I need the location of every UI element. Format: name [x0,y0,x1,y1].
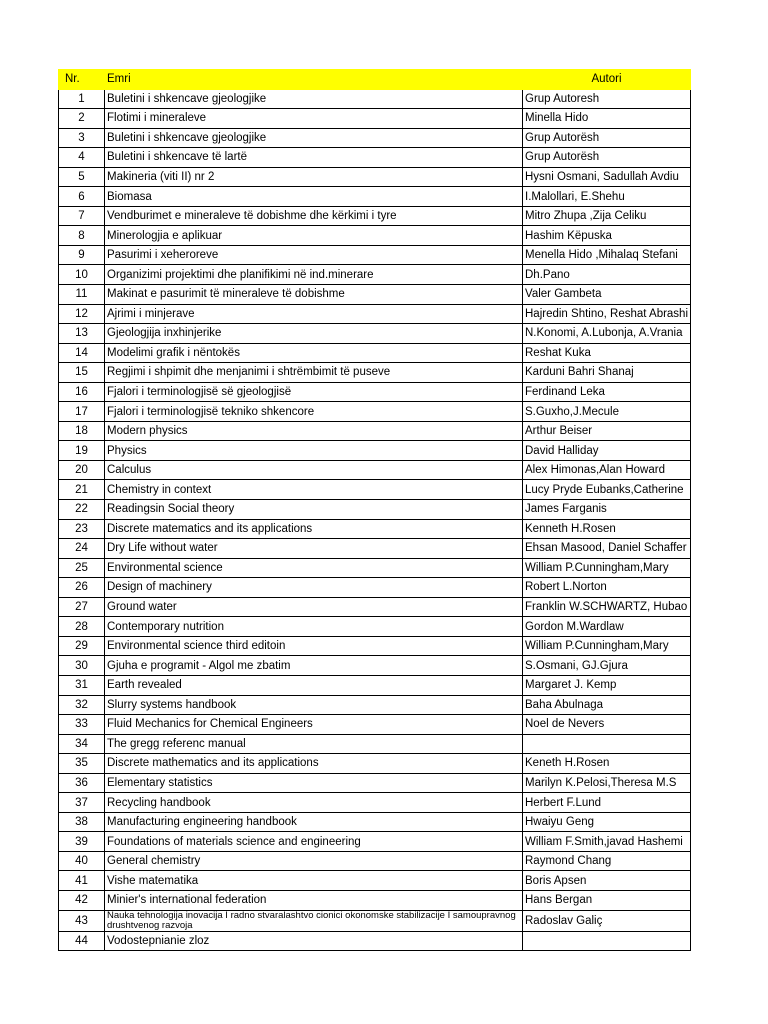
cell-autori[interactable]: Hans Bergan [523,890,691,910]
cell-autori[interactable]: Dh.Pano [523,265,691,285]
header-autori[interactable]: Autori [523,70,691,90]
cell-emri[interactable]: Slurry systems handbook [105,695,523,715]
cell-nr[interactable]: 42 [59,890,105,910]
table-row [59,931,691,951]
cell-autori[interactable]: Herbert F.Lund [523,793,691,813]
cell-autori[interactable]: I.Malollari, E.Shehu [523,187,691,207]
table-row [59,343,691,363]
table-row [59,539,691,559]
cell-nr[interactable]: 16 [59,382,105,402]
table-row [59,578,691,598]
cell-nr[interactable]: 4 [59,148,105,168]
cell-autori[interactable]: Hajredin Shtino, Reshat Abrashi [523,304,691,324]
cell-emri[interactable]: Calculus [105,460,523,480]
table-row [59,519,691,539]
table-row [59,754,691,774]
cell-nr[interactable]: 26 [59,578,105,598]
cell-nr[interactable]: 20 [59,460,105,480]
cell-emri[interactable]: Discrete matematics and its applications [105,519,523,539]
cell-autori[interactable]: Ehsan Masood, Daniel Schaffer [523,539,691,559]
cell-autori[interactable]: Hashim Këpuska [523,226,691,246]
table-row [59,734,691,754]
cell-nr[interactable]: 5 [59,167,105,187]
cell-emri[interactable]: Ajrimi i minjerave [105,304,523,324]
cell-autori[interactable]: Hwaiyu Geng [523,812,691,832]
cell-nr[interactable]: 18 [59,421,105,441]
cell-autori[interactable]: Karduni Bahri Shanaj [523,363,691,383]
cell-autori[interactable]: Boris Apsen [523,871,691,891]
table-row [59,382,691,402]
cell-emri[interactable]: Buletini i shkencave gjeologjike [105,128,523,148]
cell-nr[interactable]: 13 [59,324,105,344]
table-row [59,656,691,676]
table-row [59,460,691,480]
cell-autori[interactable]: Kenneth H.Rosen [523,519,691,539]
cell-nr[interactable]: 30 [59,656,105,676]
cell-autori[interactable]: Margaret J. Kemp [523,675,691,695]
cell-emri[interactable]: Environmental science third editoin [105,636,523,656]
table-row [59,597,691,617]
table-row [59,636,691,656]
cell-emri[interactable]: Pasurimi i xeheroreve [105,245,523,265]
table-row [59,500,691,520]
cell-autori[interactable]: Gordon M.Wardlaw [523,617,691,637]
cell-nr[interactable]: 24 [59,539,105,559]
cell-autori[interactable]: Minella Hido [523,109,691,129]
cell-nr[interactable]: 2 [59,109,105,129]
cell-autori[interactable]: Ferdinand Leka [523,382,691,402]
table-row [59,128,691,148]
cell-autori[interactable]: Valer Gambeta [523,285,691,305]
cell-nr[interactable]: 12 [59,304,105,324]
table-row [59,910,691,931]
cell-autori[interactable]: Radoslav Galiç [523,910,691,931]
cell-emri[interactable]: Minier's international federation [105,890,523,910]
cell-autori[interactable]: Franklin W.SCHWARTZ, Hubao [523,597,691,617]
cell-autori[interactable]: Robert L.Norton [523,578,691,598]
cell-nr[interactable]: 43 [59,910,105,931]
cell-nr[interactable]: 6 [59,187,105,207]
cell-autori[interactable]: Menella Hido ,Mihalaq Stefani [523,245,691,265]
cell-emri[interactable]: Manufacturing engineering handbook [105,812,523,832]
cell-emri[interactable]: The gregg referenc manual [105,734,523,754]
cell-emri[interactable]: Minerologjia e aplikuar [105,226,523,246]
cell-autori[interactable]: Lucy Pryde Eubanks,Catherine [523,480,691,500]
cell-nr[interactable]: 3 [59,128,105,148]
table-row [59,363,691,383]
cell-autori[interactable]: S.Osmani, GJ.Gjura [523,656,691,676]
cell-autori[interactable] [523,734,691,754]
table-row [59,285,691,305]
cell-nr[interactable]: 31 [59,675,105,695]
table-row [59,324,691,344]
cell-autori[interactable]: David Halliday [523,441,691,461]
cell-autori[interactable]: William P.Cunningham,Mary [523,558,691,578]
table-row [59,773,691,793]
cell-autori[interactable]: Noel de Nevers [523,715,691,735]
table-row [59,793,691,813]
cell-emri[interactable]: Buletini i shkencave të lartë [105,148,523,168]
cell-autori[interactable]: Mitro Zhupa ,Zija Celiku [523,206,691,226]
table-row [59,812,691,832]
cell-autori[interactable]: William P.Cunningham,Mary [523,636,691,656]
cell-emri[interactable]: Chemistry in context [105,480,523,500]
cell-autori[interactable]: Grup Autorësh [523,128,691,148]
table-row [59,851,691,871]
table-row [59,89,691,109]
cell-emri[interactable]: Contemporary nutrition [105,617,523,637]
cell-nr[interactable]: 35 [59,754,105,774]
cell-nr[interactable]: 15 [59,363,105,383]
spreadsheet-table [58,69,691,951]
cell-autori[interactable]: Reshat Kuka [523,343,691,363]
cell-nr[interactable]: 39 [59,832,105,852]
cell-autori[interactable]: Keneth H.Rosen [523,754,691,774]
cell-emri[interactable]: Earth revealed [105,675,523,695]
cell-nr[interactable]: 21 [59,480,105,500]
cell-emri[interactable]: Makineria (viti II) nr 2 [105,167,523,187]
table-row [59,167,691,187]
cell-nr[interactable]: 1 [59,89,105,109]
table-row [59,421,691,441]
cell-nr[interactable]: 17 [59,402,105,422]
cell-nr[interactable]: 22 [59,500,105,520]
cell-nr[interactable]: 7 [59,206,105,226]
cell-nr[interactable]: 11 [59,285,105,305]
cell-autori[interactable]: Grup Autoresh [523,89,691,109]
cell-nr[interactable]: 23 [59,519,105,539]
table-row [59,832,691,852]
cell-emri[interactable]: Recycling handbook [105,793,523,813]
cell-emri[interactable]: Organizimi projektimi dhe planifikimi në ind.minerare [105,265,523,285]
cell-autori[interactable]: S.Guxho,J.Mecule [523,402,691,422]
cell-emri[interactable]: Modelimi grafik i nëntokës [105,343,523,363]
cell-emri[interactable]: Fjalori i terminologjisë tekniko shkencore [105,402,523,422]
table-row [59,558,691,578]
cell-autori[interactable]: James Farganis [523,500,691,520]
table-row [59,265,691,285]
cell-emri[interactable]: Readingsin Social theory [105,500,523,520]
table-row [59,715,691,735]
cell-emri[interactable]: Biomasa [105,187,523,207]
cell-emri[interactable]: Dry Life without water [105,539,523,559]
cell-emri[interactable]: Design of machinery [105,578,523,598]
cell-emri[interactable]: Makinat e pasurimit të mineraleve të dobishme [105,285,523,305]
table-row [59,245,691,265]
cell-nr[interactable]: 41 [59,871,105,891]
cell-emri[interactable]: Buletini i shkencave gjeologjike [105,89,523,109]
cell-emri[interactable]: Elementary statistics [105,773,523,793]
cell-autori[interactable]: N.Konomi, A.Lubonja, A.Vrania [523,324,691,344]
cell-nr[interactable]: 8 [59,226,105,246]
table-row [59,206,691,226]
cell-emri[interactable]: Vendburimet e mineraleve të dobishme dhe kërkimi i tyre [105,206,523,226]
cell-emri[interactable]: Regjimi i shpimit dhe menjanimi i shtrëmbimit të puseve [105,363,523,383]
cell-nr[interactable]: 9 [59,245,105,265]
cell-emri[interactable]: Gjuha e programit - Algol me zbatim [105,656,523,676]
cell-emri[interactable]: Fjalori i terminologjisë së gjeologjisë [105,382,523,402]
cell-emri[interactable]: Physics [105,441,523,461]
cell-emri[interactable]: Gjeologjija inxhinjerike [105,324,523,344]
cell-nr[interactable]: 33 [59,715,105,735]
table-row [59,441,691,461]
table-row [59,187,691,207]
cell-autori[interactable]: Arthur Beiser [523,421,691,441]
cell-autori[interactable]: Hysni Osmani, Sadullah Avdiu [523,167,691,187]
cell-nr[interactable]: 44 [59,931,105,951]
table-row [59,109,691,129]
cell-autori[interactable]: Alex Himonas,Alan Howard [523,460,691,480]
cell-nr[interactable]: 38 [59,812,105,832]
table-row [59,226,691,246]
cell-emri[interactable]: Vishe matematika [105,871,523,891]
table-row [59,675,691,695]
cell-nr[interactable]: 32 [59,695,105,715]
table-row [59,871,691,891]
table-row [59,148,691,168]
table-row [59,402,691,422]
cell-nr[interactable]: 29 [59,636,105,656]
cell-autori[interactable]: Raymond Chang [523,851,691,871]
cell-nr[interactable]: 34 [59,734,105,754]
table-row [59,304,691,324]
cell-nr[interactable]: 25 [59,558,105,578]
cell-emri[interactable]: Modern physics [105,421,523,441]
cell-emri[interactable]: Fluid Mechanics for Chemical Engineers [105,715,523,735]
cell-autori[interactable]: Marilyn K.Pelosi,Theresa M.S [523,773,691,793]
cell-nr[interactable]: 10 [59,265,105,285]
header-row [59,70,691,90]
cell-nr[interactable]: 27 [59,597,105,617]
cell-emri[interactable]: Foundations of materials science and engineering [105,832,523,852]
table-row [59,695,691,715]
table-row [59,890,691,910]
table-row [59,480,691,500]
cell-nr[interactable]: 19 [59,441,105,461]
cell-autori[interactable]: Grup Autorësh [523,148,691,168]
cell-emri[interactable]: General chemistry [105,851,523,871]
header-emri[interactable]: Emri [105,70,523,90]
cell-autori[interactable] [523,931,691,951]
cell-nr[interactable]: 28 [59,617,105,637]
cell-nr[interactable]: 40 [59,851,105,871]
table-row [59,617,691,637]
cell-nr[interactable]: 37 [59,793,105,813]
cell-emri[interactable]: Environmental science [105,558,523,578]
cell-autori[interactable]: William F.Smith,javad Hashemi [523,832,691,852]
cell-emri[interactable]: Discrete mathematics and its applications [105,754,523,774]
cell-nr[interactable]: 14 [59,343,105,363]
cell-emri[interactable]: Ground water [105,597,523,617]
cell-nr[interactable]: 36 [59,773,105,793]
cell-autori[interactable]: Baha Abulnaga [523,695,691,715]
cell-emri[interactable]: Vodostepnianie zloz [105,931,523,951]
cell-emri[interactable]: Flotimi i mineraleve [105,109,523,129]
cell-emri[interactable]: Nauka tehnologija inovacija I radno stvaralashtvo cionici okonomske stabilizacije I samoupravnog drushtvenog razvoja [105,910,523,931]
header-nr[interactable]: Nr. [59,70,105,90]
